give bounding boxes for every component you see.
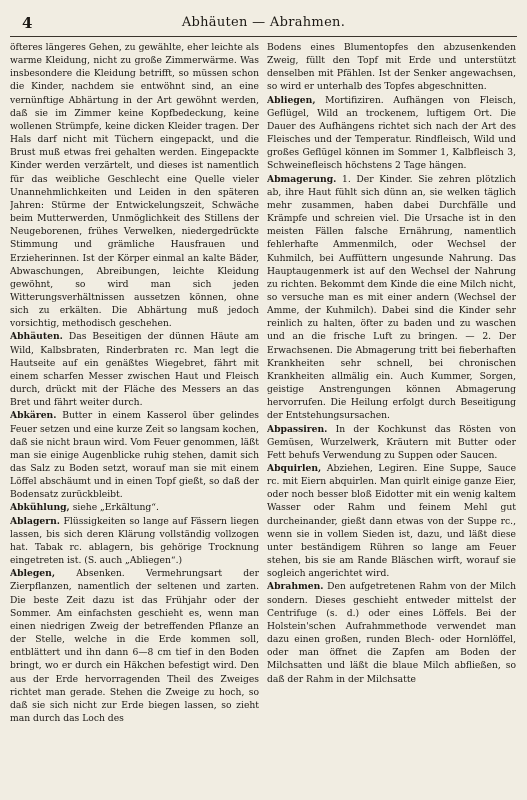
entry-text: In der Kochkunst das Rösten von Gemüsen, Wurzelwerk, Kräutern mit Butter oder Fett behufs Verwendung zu Suppen oder Saucen. — [267, 423, 516, 461]
entry-abklaeren — [10, 409, 259, 501]
running-head: Abhäuten — Abrahmen. — [181, 15, 346, 30]
entry-text: Bodens eines Blumentopfes den abzusenkenden Zweig, füllt den Topf mit Erde und unterstützt denselben mit Pfählen. Ist der Senker angewachsen, so wird er unterhalb des Topfes abgeschnitten. — [267, 42, 516, 93]
entry-headword: Abpassiren. — [267, 423, 328, 435]
entry-abrahmen — [267, 580, 516, 685]
entry-headword: Abrahmen. — [267, 581, 324, 593]
entry-headword: Abquirlen, — [267, 463, 322, 474]
entry-text: öfteres längeres Gehen, zu gewählte, eher leichte als warme Kleidung, nicht zu große Zimmerwärme. Was insbesondere die Kleidung betrifft, so müssen schon die Kinder, nachdem sie entwöhnt sind, an eine vernünftige Abhärtung in der Art gewöhnt werden, daß sie im Zimmer keine Kopfbedeckung, keine wollenen Strümpfe, keine dicken Kleider tragen. Der Hals darf nicht mit Tüchern eingepackt, und die Brust muß etwas frei gehalten werden. Eingepackte Kinder werden verzärtelt, und dieses ist namentlich für das weibliche Geschlecht eine Quelle vieler Unannehmlichkeiten und Leiden in den späteren Jahren: Stürme der Entwickelungszeit, Schwäche beim Mutterwerden, Unmöglichkeit des Stillens der Neugeborenen, frühes Verwelken, niedergedrückte Stimmung und grämliche Hausfrauen und Erzieherinnen. Ist der Körper einmal an kalte Bäder, Abwaschungen, Abreibungen, leichte Kleidung gewöhnt, so wird man sich jeden Witterungsverhältnissen aussetzen können, ohne sich zu erkälten. Die Abhärtung muß jedoch vorsichtig, methodisch geschehen. — [10, 42, 259, 330]
entry-text: Mortifiziren. Aufhängen von Fleisch, Geflügel, Wild an trockenem, luftigem Ort. Die Dauer des Aufhängens richtet sich nach der Art des Fleisches und der Temperatur. Rindfleisch, Wild und großes Geflügel können im Sommer 1, Kalbfleisch 3, Schweinefleisch höchstens 2 Tage hängen. — [267, 94, 516, 172]
entry-text: Absenken. Vermehrungsart der Zierpflanzen, namentlich der seltenen und zarten. Die beste Zeit dazu ist das Frühjahr oder der Sommer. Am einfachsten geschieht es, wenn man einen niedrigen Zweig der betreffenden Pflanze an der Stelle, welche in die Erde kommen soll, entblättert und ihn dann 6—8 cm tief in den Boden bringt, wo er durch ein Häkchen befestigt wird. Den aus der Erde hervorragenden Theil des Zweiges richtet man gerade. Stehen die Zweige zu hoch, so daß sie sich nicht zur Erde biegen lassen, so zieht man durch das Loch des — [10, 568, 259, 724]
entry-text: siehe „Erkältung“. — [72, 502, 159, 514]
entry-headword: Abhäuten. — [10, 331, 63, 343]
entry-text: Abziehen, Legiren. Eine Suppe, Sauce rc. mit Eiern abquirlen. Man quirlt einige ganze Eier, oder noch besser bloß Eidotter mit ein wenig kaltem Wasser oder Rahm und feinem Mehl gut durcheinander, gießt dann etwas von der Suppe rc., wenn sie in vollem Sieden ist, dazu, und läßt diese unter beständigem Rühren so lange am Feuer stehen, bis sie am Rande Bläschen wirft, worauf sie sogleich angerichtet wird. — [267, 463, 516, 580]
entry-headword: Ablegen, — [10, 568, 56, 580]
left-column — [10, 41, 259, 797]
entry-text: Butter in einem Kasserol über gelindes Feuer setzen und eine kurze Zeit so langsam kochen, daß sie nicht braun wird. Vom Feuer genommen, läßt man sie einige Augenblicke ruhig stehen, damit sich das Salz zu Boden setzt, worauf man sie mit einem Löffel abschäumt und in einen Topf gießt, so daß der Bodensatz zurückbleibt. — [10, 410, 259, 501]
entry-text: 1. Der Kinder. Sie zehren plötzlich ab, ihre Haut fühlt sich dünn an, sie welken täglich mehr zusammen, haben dabei Durchfälle und Krämpfe und schreien viel. Die Ursache ist in den meisten Fällen falsche Ernährung, namentlich fehlerhafte Ammenmilch, oder Wechsel der Kuhmilch, bei Auffüttern ungesunde Nahrung. Das Hauptaugenmerk ist auf den Wechsel der Nahrung zu richten. Bekommt dem Kinde die eine Milch nicht, so versuche man es mit einer andern (Wechsel der Amme, der Kuhmilch). Dabei sind die Kinder sehr reinlich zu halten, öfter zu baden und zu waschen und an die frische Luft zu bringen. — 2. Der Erwachsenen. Die Abmagerung tritt bei fieberhaften Krankheiten sehr schnell, bei chronischen Krankheiten allmälig ein. Auch Kummer, Sorgen, geistige Anstrengungen können Abmagerung hervorrufen. Die Heilung erfolgt durch Beseitigung der Entstehungsursachen. — [267, 173, 516, 422]
entry-abpassiren — [267, 423, 516, 462]
entry-abliegen — [267, 94, 516, 173]
entry-headword: Ablagern. — [10, 515, 60, 527]
text-columns — [10, 41, 517, 797]
entry-abmagerung — [267, 173, 516, 423]
entry-ablagern — [10, 515, 259, 568]
entry-headword: Abkären. — [10, 410, 57, 422]
entry-text: Flüssigkeiten so lange auf Fässern liegen lassen, bis sich deren Klärung vollständig vollzogen hat. Tabak rc. ablagern, bis gehörige Trocknung eingetreten ist. (S. auch „Abliegen“.) — [10, 515, 259, 567]
entry-abhaeuten — [10, 330, 259, 409]
entry-paragraph — [10, 41, 259, 330]
entry-headword: Abkühlung, — [10, 502, 70, 514]
entry-text: Das Beseitigen der dünnen Häute am Wild, Kalbsbraten, Rinderbraten rc. Man legt die Hautseite auf ein genäßtes Wiegebret, fährt mit einem scharfen Messer zwischen Haut und Fleisch durch, drückt mit der Fläche des Messers an das Bret und fährt weiter durch. — [10, 331, 259, 409]
entry-abquirlen — [267, 462, 516, 580]
entry-paragraph — [267, 41, 516, 94]
entry-headword: Abliegen, — [267, 94, 316, 106]
page-header — [10, 10, 517, 37]
right-column — [267, 41, 516, 797]
entry-ablegen — [10, 567, 259, 725]
entry-text: Den aufgetretenen Rahm von der Milch sondern. Dieses geschieht entweder mittelst der Centrifuge (s. d.) oder eines Löffels. Bei der Holstein'schen Aufrahmmethode verwendet man dazu einen großen, runden Blech- oder Hornlöffel, oder man öffnet die Zapfen am Boden der Milchsatten und läßt die blaue Milch abfließen, so daß der Rahm in der Milchsatte — [267, 581, 516, 685]
page-number: 4 — [22, 14, 33, 32]
entry-abkuehlung — [10, 501, 259, 514]
entry-headword: Abmagerung. — [267, 173, 337, 185]
